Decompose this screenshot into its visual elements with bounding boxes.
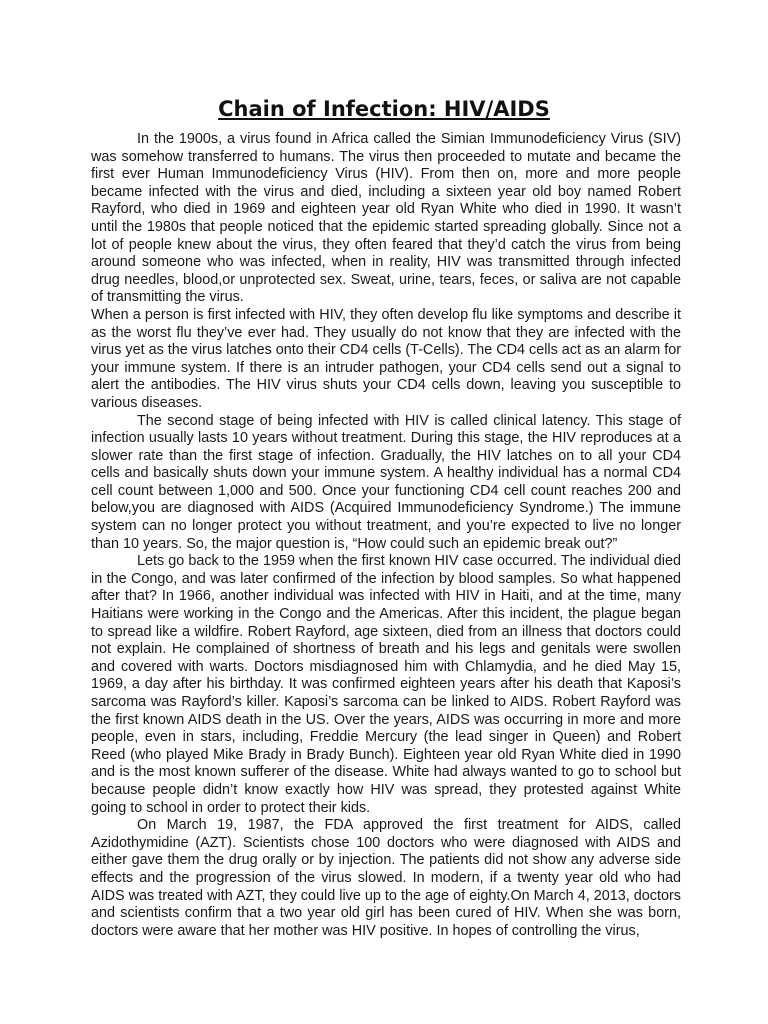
paragraph-history: Lets go back to the 1959 when the first known HIV case occurred. The individual died in the Congo, and was later confirmed of the infection by blood samples. So what happened after that? In 1966, another individual was infected with HIV in Haiti, and at the time, many Haitians were working in the Congo and the Americas. After this incident, the plague began to spread like a wildfire. Robert Rayford, age sixteen, died from an illness that doctors could not explain. He complained of shortness of breath and his legs and genitals were swollen and covered with warts. Doctors misdiagnosed him with Chlamydia, and he died May 15, 1969, a day after his birthday. It was confirmed eighteen years after his death that Kaposi’s sarcoma was Rayford’s killer. Kaposi’s sarcoma can be linked to AIDS. Robert Rayford was the first known AIDS death in the US. Over the years, AIDS was occurring in more and more people, even in stars, including, Freddie Mercury (the lead singer in Queen) and Robert Reed (who played Mike Brady in Brady Bunch). Eighteen year old Ryan White died in 1990 and is the most known sufferer of the disease. White had always wanted to go to school but because people didn’t know exactly how HIV was spread, they protested against White going to school in order to protect their kids. <box>91 553 681 816</box>
paragraph-treatment: On March 19, 1987, the FDA approved the first treatment for AIDS, called Azidothymidine (AZT). Scientists chose 100 doctors who were diagnosed with AIDS and either gave them the drug orally or by injection. The patients did not show any adverse side effects and the progression of the virus slowed. In modern, if a twenty year old who had AIDS was treated with AZT, they could live up to the age of eighty.On March 4, 2013, doctors and scientists confirm that a two year old girl has been cured of HIV. When she was born, doctors were aware that her mother was HIV positive. In hopes of controlling the virus, <box>91 817 681 939</box>
paragraph-first-stage: When a person is first infected with HIV, they often develop flu like symptoms and describe it as the worst flu they’ve ever had. They usually do not know that they are infected with the virus yet as the virus latches onto their CD4 cells (T-Cells). The CD4 cells act as an alarm for your immune system. If there is an intruder pathogen, your CD4 cells send out a signal to alert the antibodies. The HIV virus shuts your CD4 cells down, leaving you susceptible to various diseases. <box>91 306 681 411</box>
paragraph-clinical-latency: The second stage of being infected with HIV is called clinical latency. This stage of infection usually lasts 10 years without treatment. During this stage, the HIV reproduces at a slower rate than the first stage of infection. Gradually, the HIV latches on to all your CD4 cells and basically shuts down your immune system. A healthy individual has a normal CD4 cell count between 1,000 and 500. Once your functioning CD4 cell count reaches 200 and below,you are diagnosed with AIDS (Acquired Immunodeficiency Syndrome.) The immune system can no longer protect you without treatment, and you’re expected to live no longer than 10 years. So, the major question is, “How could such an epidemic break out?” <box>91 412 681 552</box>
paragraph-siv-origin: In the 1900s, a virus found in Africa called the Simian Immunodeficiency Virus (SIV) was somehow transferred to humans. The virus then proceeded to mutate and became the first ever Human Immunodeficiency Virus (HIV). From then on, more and more people became infected with the virus and died, including a sixteen year old boy named Robert Rayford, who died in 1969 and eighteen year old Ryan White who died in 1990. It wasn’t until the 1980s that people noticed that the epidemic started spreading globally. Since not a lot of people knew about the virus, they often feared that they’d catch the virus from being around someone who was infected, when in reality, HIV was transmitted through infected drug needles, blood,or unprotected sex. Sweat, urine, tears, feces, or saliva are not capable of transmitting the virus. <box>91 131 681 306</box>
page-title: Chain of Infection: HIV/AIDS <box>218 97 550 121</box>
document-body <box>91 131 681 940</box>
